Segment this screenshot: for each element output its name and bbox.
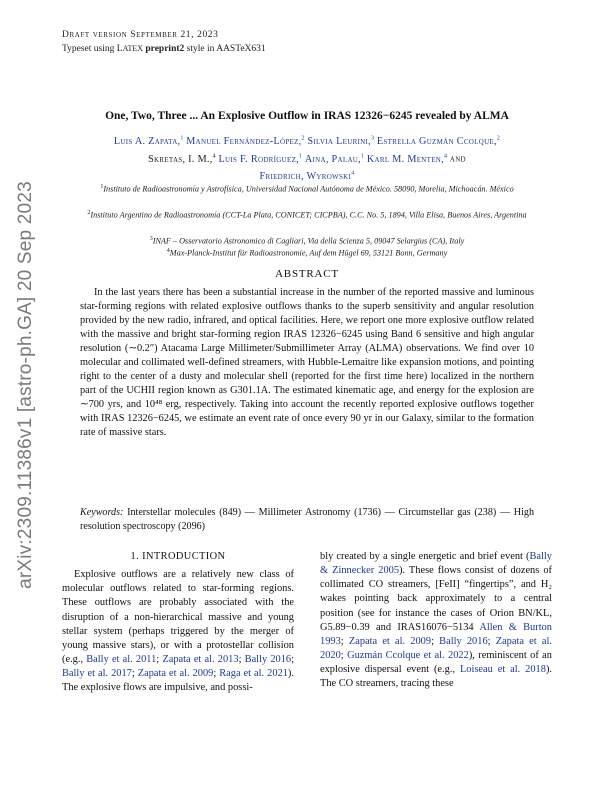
arxiv-stamp (6, 150, 46, 620)
column-left (62, 550, 294, 696)
author-list (70, 132, 544, 184)
arxiv-identifier: arXiv:2309.11386v1 [astro-ph.GA] 20 Sep 2023 (15, 181, 36, 589)
affiliation-3: $^3$INAF – Osservatorio Astronomico di Cagliari, Via della Scienza 5, 09047 Selargius (CA), Italy (149, 236, 465, 246)
author-link[interactable]: Manuel Fernández-López,$^2$ (186, 136, 305, 148)
abstract-text: In the last years there has been a substantial increase in the number of the reported massive and luminous star-forming regions with related explosive outflows thanks to the superb sensitivity and angular resolution provided by the new radio, infrared, and optical facilities. Here, we report one more explosive outflow related with the massive and bright star-forming region IRAS 12326−6245 using Band 6 sensitive and high angular resolution (∼0.2″) Atacama Large Millimeter/Submillimeter Array (ALMA) observations. We find over 10 molecular and collimated well-defined streamers, with Hubble-Lemaitre like expansion motions, and pointing right to the center of a dusty and molecular shell (reported for the first time here) localized in the northern part of the UCHII region known as G301.1A. The estimated kinematic age, and energy for the explosion are ∼700 yrs, and 10⁴⁸ erg, respectively. Taking into account the recently reported explosive outflows together with IRAS 12326−6245, we estimate an event rate of once every 90 yr in our Galaxy, similar to the formation rate of massive stars. (80, 287, 534, 439)
citation-link[interactable]: Bally & Zinnecker 2005 (320, 551, 552, 577)
author-link[interactable]: Luis F. Rodríguez,$^1$ (218, 153, 303, 165)
citation-link[interactable]: Bally 2016 (439, 635, 488, 647)
author-link[interactable]: Luis A. Zapata,$^1$ (113, 136, 184, 148)
intro-paragraph: Explosive outflows are a relatively new class of molecular outflows related to star-forming regions. These outflows are probably associated with the disruption of a non-hierarchical massive and young stellar system (perhaps triggered by the merger of young massive stars), or with a protostellar collision (e.g., Bally et al. 2011; Zapata et al. 2013; Bally 2016; Bally et al. 2017; Zapata et al. 2009; Raga et al. 2021). The explosive flows are impulsive, and possi- (62, 569, 295, 694)
author-plain: Skretas, I. M.,$^4$ (148, 153, 216, 165)
author-link[interactable]: Friedrich, Wyrowski$^4$ (259, 170, 355, 183)
author-link[interactable]: Silvia Leurini,$^3$ (307, 136, 375, 148)
citation-link[interactable]: Raga et al. 2021 (219, 668, 288, 680)
paper-title: One, Two, Three ... An Explosive Outflow in IRAS 12326−6245 revealed by ALMA (105, 110, 509, 122)
citation-link[interactable]: Bally et al. 2017 (62, 668, 132, 680)
citation-link[interactable]: Zapata et al. 2013 (162, 654, 239, 666)
citation-link[interactable]: Allen & Burton 1993 (320, 621, 552, 647)
author-link[interactable]: Estrella Guzmán Ccolque,$^2$ (376, 136, 501, 148)
affiliation-4: $^4$Max-Planck-Institut für Radioastronomie, Auf dem Hügel 69, 53121 Bonn, Germany (166, 248, 448, 258)
abstract-heading: ABSTRACT (275, 268, 339, 280)
keywords-label: Keywords: (80, 507, 124, 518)
author-link[interactable]: Karl M. Menten,$^4$ (366, 153, 448, 165)
citation-link[interactable]: Zapata et al. 2009 (137, 668, 214, 680)
affiliation-2: $^2$Instituto Argentino de Radioastronomía (CCT-La Plata, CONICET; CICPBA), C.C. No. 5, 1894, Villa Elisa, Buenos Aires, Argentina (87, 210, 527, 220)
citation-link[interactable]: Loiseau et al. 2018 (459, 664, 546, 676)
author-line-1 (70, 132, 544, 149)
citation-link[interactable]: Bally et al. 2011 (86, 654, 157, 666)
column-right (320, 550, 552, 692)
typeset-line: Typeset using LATEX preprint2 style in AASTeX631 (62, 44, 266, 54)
draft-version: Draft version September 21, 2023 (62, 30, 219, 40)
keywords (80, 506, 534, 534)
citation-link[interactable]: Zapata et al. 2020 (320, 635, 552, 662)
section-heading: 1. INTRODUCTION (130, 551, 226, 562)
intro-paragraph-continued: bly created by a single energetic and brief event (Bally & Zinnecker 2005). These flows consist of dozens of collimated CO streamers, [FeII] “fingertips”, and H₂ wakes pointing back approximately to a central position (see for instance the cases of Orion BN/KL, G5.89−0.39 and IRAS16076−5134 Allen & Burton 1993; Zapata et al. 2009; Bally 2016; Zapata et al. 2020; Guzmán Ccolque et al. 2022), reminiscent of an explosive dispersal event (e.g., Loiseau et al. 2018). The CO streamers, tracing these (320, 551, 553, 690)
keywords-text: Interstellar molecules (849) — Millimeter Astronomy (1736) — Circumstellar gas (238) — High resolution spectroscopy (2096) (80, 507, 534, 532)
author-and: and (449, 153, 466, 165)
citation-link[interactable]: Zapata et al. 2009 (348, 635, 432, 647)
author-link[interactable]: Aina, Palau,$^1$ (304, 153, 365, 165)
citation-link[interactable]: Guzmán Ccolque et al. 2022 (347, 650, 469, 662)
citation-link[interactable]: Bally 2016 (244, 654, 292, 666)
affiliation-1: $^1$Instituto de Radioastronomía y Astrofísica, Universidad Nacional Autónoma de México. 58090, Morelia, Michoacán. México (100, 184, 514, 194)
author-line-2 (70, 149, 544, 166)
